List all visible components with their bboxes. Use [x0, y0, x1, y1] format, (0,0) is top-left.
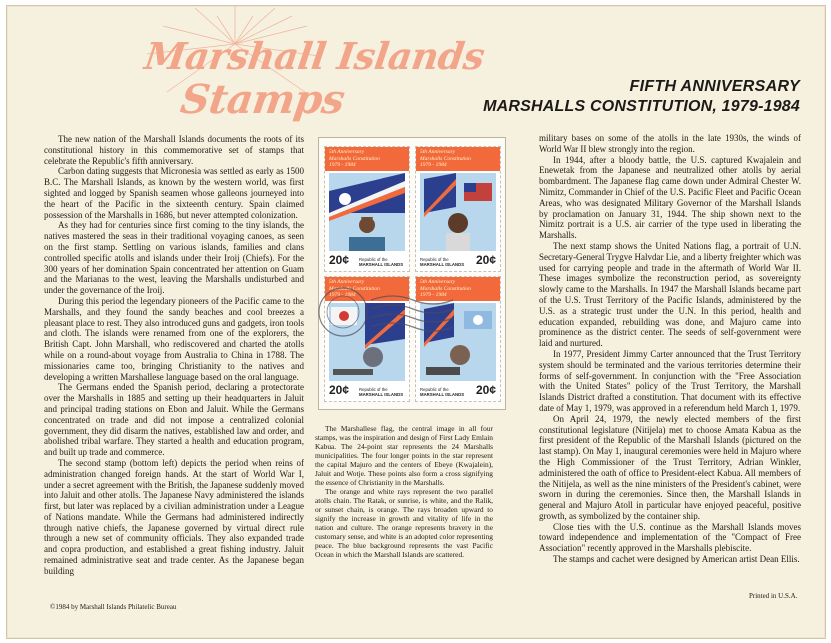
- stamp-value: 20¢: [329, 253, 350, 267]
- page-heading: [483, 78, 800, 116]
- left-paragraph: As they had for centuries since first coming to the tiny islands, the natives mastered the seas in their traditional voyaging canoes, as seen on the first stamp. Settling on various islands, families and clans controlled specific atolls and islands under their Iroij (Chiefs). For the 300 years of her domination Spain concentrated her attention on Guam and the Marianas to the west, leaving the Marshalls undisturbed and under the governance of the Iroij.: [44, 220, 304, 296]
- stamp-republic-label: Republic of the MARSHALL ISLANDS: [359, 257, 404, 267]
- right-text-column: [539, 133, 801, 565]
- postmark-cancellation: [313, 282, 453, 342]
- right-paragraph: On April 24, 1979, the newly elected members of the first constitutional legislature (Nitijela) met to choose Amata Kabua as the first president of the Republic of the Marshall Islands (pictured on the last stamp). On May 1, inaugural ceremonies were held in Majuro where the High Commissioner of the Trust Territory, Adrian Winkler, administered the oath of office to President-elect Kabua. All members of the Nitijela, as well as the nine ministers of the President's cabinet, were sworn in during the ceremonies. Since then, the Marshall Islands in general and Majuro Atoll in particular have enjoyed peaceful, positive growth, as symbolized by the container ship.: [539, 413, 801, 521]
- flag-paragraph: The Marshallese flag, the central image in all four stamps, was the inspiration and design of First Lady Emlain Kabua. The 24-point star represents the 24 Marshalls municipalities. The four longer points in the star represent the capital Majuro and the centers of Ebeye (Kwajalein), Jaluit and Wotje. These points also form a cross signifying the essence of Christianity in the Marshalls.: [315, 424, 493, 487]
- right-paragraph: In 1944, after a bloody battle, the U.S. captured Kwajalein and Enewetak from the Japanese and neutralized other atolls by aerial bombardment. The Japanese flag came down under Admiral Chester W. Nimitz, Commander in Chief of the U.S. Pacific Fleet and Pacific Ocean Areas, who was designated Military Governor of the Marshall Islands by proclamation on January 31, 1944. The ship shown next to the Nimitz portrait is a U.S. air carrier of the type used in liberating the Marshalls.: [539, 154, 801, 241]
- commemorative-page: [6, 5, 826, 639]
- right-paragraph: In 1977, President Jimmy Carter announced that the Trust Territory system should be terminated and the various territories determine their forms of self-government. In conjunction with the "Free Association with the United States" policy of the Trust Territory, the Marshall Islands District drafted a constitution. That document with its effective date of May 1, 1979, was approved in a referendum held March 1, 1979.: [539, 348, 801, 413]
- left-paragraph: The new nation of the Marshall Islands documents the roots of its constitutional history in this commemorative set of stamps that celebrate the Republic's fifth anniversary.: [44, 134, 304, 166]
- script-title-line-1: Marshall Islands: [142, 34, 488, 78]
- right-paragraph: Close ties with the U.S. continue as the Marshall Islands moves toward independence and implementation of the "Compact of Free Association" recently approved in the Marshalls plebiscite.: [539, 521, 801, 554]
- left-text-column: [44, 134, 304, 577]
- stamp-president: [415, 146, 501, 272]
- heading-anniversary: FIFTH ANNIVERSARY: [629, 78, 800, 95]
- left-paragraph: Carbon dating suggests that Micronesia was settled as early as 1500 B.C. The Marshall Islands, as known by the western world, was first sighted and logged by Spanish seamen whose galleons journeyed into the heart of the Pacific in the sixteenth century. Spain claimed possession of the Marshalls in 1686, but never attempted colonization.: [44, 166, 304, 220]
- script-title-line-2: Stamps: [177, 76, 348, 123]
- stamp-republic-label: Republic of the MARSHALL ISLANDS: [420, 387, 465, 397]
- stamp-republic-label: Republic of the MARSHALL ISLANDS: [420, 257, 465, 267]
- flag-description-column: [315, 424, 493, 559]
- stamp-caption: 5th Anniversary Marshalls Constitution 1979 - 1984: [329, 279, 380, 298]
- stamp-caption: 5th Anniversary Marshalls Constitution 1979 - 1984: [329, 149, 380, 168]
- right-paragraph: military bases on some of the atolls in the late 1930s, the winds of World War II blew strongly into the region.: [539, 133, 801, 154]
- copyright-notice: ©1984 by Marshall Islands Philatelic Bureau: [50, 603, 177, 611]
- stamp-canoe: [324, 146, 410, 272]
- left-paragraph: The second stamp (bottom left) depicts the period when reins of administration changed foreign hands. At the start of World War I, under a secret agreement with the British, the Japanese suddenly moved into Jaluit and other atolls. The Japanese Navy administered the islands first, but later was replaced by a civilian administration under a League of Nations mandate. While the Germans had administered indirectly through native chiefs, the Japanese governed by virtual direct rule through a new set of community officials. They also expanded trade and copra production, and established a great fishing industry. Jaluit remained administrative seat and trade center. As the Japanese began building: [44, 457, 304, 576]
- marshall-flag-portrait-illustration: [420, 173, 496, 251]
- stamp-block: [318, 137, 506, 410]
- stamp-value: 20¢: [329, 383, 350, 397]
- left-paragraph: The Germans ended the Spanish period, declaring a protectorate over the Marshalls in 1885 and setting up their headquarters in Jaluit and principal trading stations on Ebon and Jaluit. While the Germans concentrated on trade and did not impose a centralized colonial government, they did disarm the natives, established law and order, and abolished tribal warfare. They started a health and education program, and built up trade and commerce.: [44, 382, 304, 458]
- marshall-flag-canoe-illustration: [329, 173, 405, 251]
- stamp-caption: 5th Anniversary Marshalls Constitution 1979 - 1984: [420, 149, 471, 168]
- right-paragraph: The next stamp shows the United Nations flag, a portrait of U.N. Secretary-General Trygve Halvdar Lie, and a liberty freighter which was used for carrying people and trade in the aftermath of World War II. These images symbolize the reconstruction period, as sovereignty slowly came to the Marshalls. In 1947 the Marshall Islands became part of the U.S. Trust Territory of the Pacific Islands, administered by the U.S. as a strategic trust under the U.N. In this period, health and education expanded, rebuilding was done, and Majuro came into prominence as the district center. The seeds of self-government were laid and nurtured.: [539, 240, 801, 349]
- heading-constitution: MARSHALLS CONSTITUTION, 1979-1984: [483, 98, 800, 115]
- flag-paragraph: The orange and white rays represent the two parallel atolls chain. The Ratak, or sunrise, is white, and the Ralik, or sunset chain, is orange. The rays broaden upward to signify the increase in growth and vitality of life in the nation and culture. The orange represents bravery in the customary sense, and white is an adopted color representing peace. The blue background represents the vast Pacific Ocean in which the Marshall Islands are scattered.: [315, 487, 493, 559]
- script-title: [136, 34, 487, 122]
- printed-notice: Printed in U.S.A.: [749, 592, 798, 600]
- left-paragraph: During this period the legendary pioneers of the Pacific came to the Marshalls, and they found the sandy beaches and cool breezes a pleasant place to rest. They also introduced guns and gadgets, iron tools and cloth. The islands were renamed from one of the explorers, the British Capt. John Marshall, who rediscovered and charted the atolls while on a round-about voyage from Australia to China in 1788. The missionaries came too, bringing Christianity to the natives and developing a written Marshallese language based on the oral language.: [44, 295, 304, 382]
- stamp-value: 20¢: [475, 383, 496, 397]
- stamp-value: 20¢: [475, 253, 496, 267]
- stamp-caption: 5th Anniversary Marshalls Constitution 1979 - 1984: [420, 279, 471, 298]
- stamp-republic-label: Republic of the MARSHALL ISLANDS: [359, 387, 404, 397]
- right-paragraph: The stamps and cachet were designed by American artist Dean Ellis.: [553, 554, 800, 565]
